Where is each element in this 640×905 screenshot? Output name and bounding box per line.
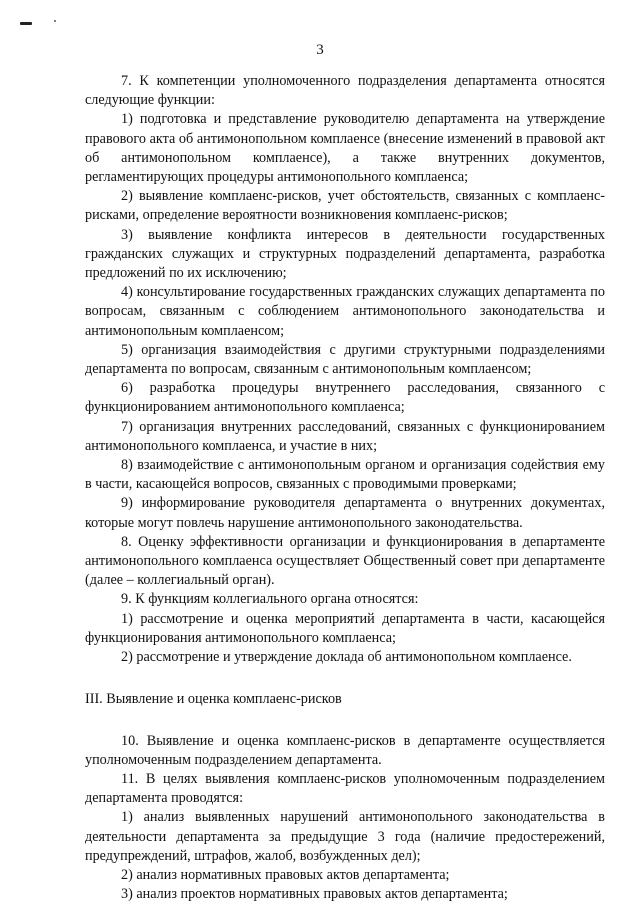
document-body	[85, 72, 605, 904]
paragraph-11-item-3: 3) анализ проектов нормативных правовых актов департамента;	[121, 886, 508, 903]
paragraph-8: 8. Оценку эффективности организации и функционирования в департаменте антимонопольного комплаенса осуществляет Общественный совет при департаменте (далее – коллегиальный орган).	[85, 533, 605, 589]
paragraph-7-item-3: 3) выявление конфликта интересов в деятельности государственных гражданских служащих и структурных подразделений департамента, разработка предложений по их исключению;	[85, 226, 605, 282]
page-number: 3	[316, 42, 324, 58]
paragraph-7: 7. К компетенции уполномоченного подразделения департамента относятся следующие функции:	[85, 73, 605, 109]
paragraph-7-item-7: 7) организация внутренних расследований, связанных с функционированием антимонопольного комплаенса, и участие в них;	[85, 418, 605, 454]
paragraph-9: 9. К функциям коллегиального органа относятся:	[121, 591, 419, 608]
paragraph-7-item-6: 6) разработка процедуры внутреннего расследования, связанного с функционированием антимонопольного комплаенса;	[85, 380, 605, 416]
paragraph-7-item-5: 5) организация взаимодействия с другими структурными подразделениями департамента по вопросам, связанным с антимонопольным комплаенсом;	[85, 341, 605, 378]
paragraph-7-item-9: 9) информирование руководителя департамента о внутренних документах, которые могут повлечь нарушение антимонопольного законодательства.	[85, 495, 605, 531]
spacer	[85, 667, 605, 690]
paragraph-11-item-1: 1) анализ выявленных нарушений антимонопольного законодательства в деятельности департамента за предыдущие 3 года (наличие предостережений, предупреждений, штрафов, жалоб, возбужденных дел);	[85, 809, 605, 864]
spacer	[85, 710, 605, 732]
paragraph-10: 10. Выявление и оценка комплаенс-рисков в департаменте осуществляется уполномоченным подразделением департамента.	[85, 732, 605, 768]
scan-artifact	[20, 22, 32, 25]
section-heading: III. Выявление и оценка комплаенс-рисков	[85, 691, 342, 708]
paragraph-7-item-4: 4) консультирование государственных гражданских служащих департамента по вопросам, связанным с соблюдением антимонопольного законодательства и антимонопольным комплаенсом;	[85, 284, 605, 339]
paragraph-7-item-8: 8) взаимодействие с антимонопольным органом и организация содействия ему в части, касающейся вопросов, связанных с проводимыми проверками;	[85, 457, 605, 493]
paragraph-9-item-1: 1) рассмотрение и оценка мероприятий департамента в части, касающейся функционирования антимонопольного комплаенса;	[85, 610, 605, 646]
scan-artifact-dot	[54, 20, 56, 22]
paragraph-7-item-2: 2) выявление комплаенс-рисков, учет обстоятельств, связанных с комплаенс-рисками, определение вероятности возникновения комплаенс-рисков;	[85, 188, 605, 224]
paragraph-11-item-2: 2) анализ нормативных правовых актов департамента;	[121, 866, 450, 883]
paragraph-7-item-1: 1) подготовка и представление руководителю департамента на утверждение правового акта об антимонопольном комплаенсе (внесение изменений в правовой акт об антимонопольном комплаенсе), а также внутренних документов, регламентирующих процедуры антимонопольного комплаенса;	[85, 111, 605, 186]
paragraph-9-item-2: 2) рассмотрение и утверждение доклада об антимонопольном комплаенсе.	[121, 649, 572, 666]
paragraph-11: 11. В целях выявления комплаенс-рисков уполномоченным подразделением департамента проводятся:	[85, 770, 605, 807]
